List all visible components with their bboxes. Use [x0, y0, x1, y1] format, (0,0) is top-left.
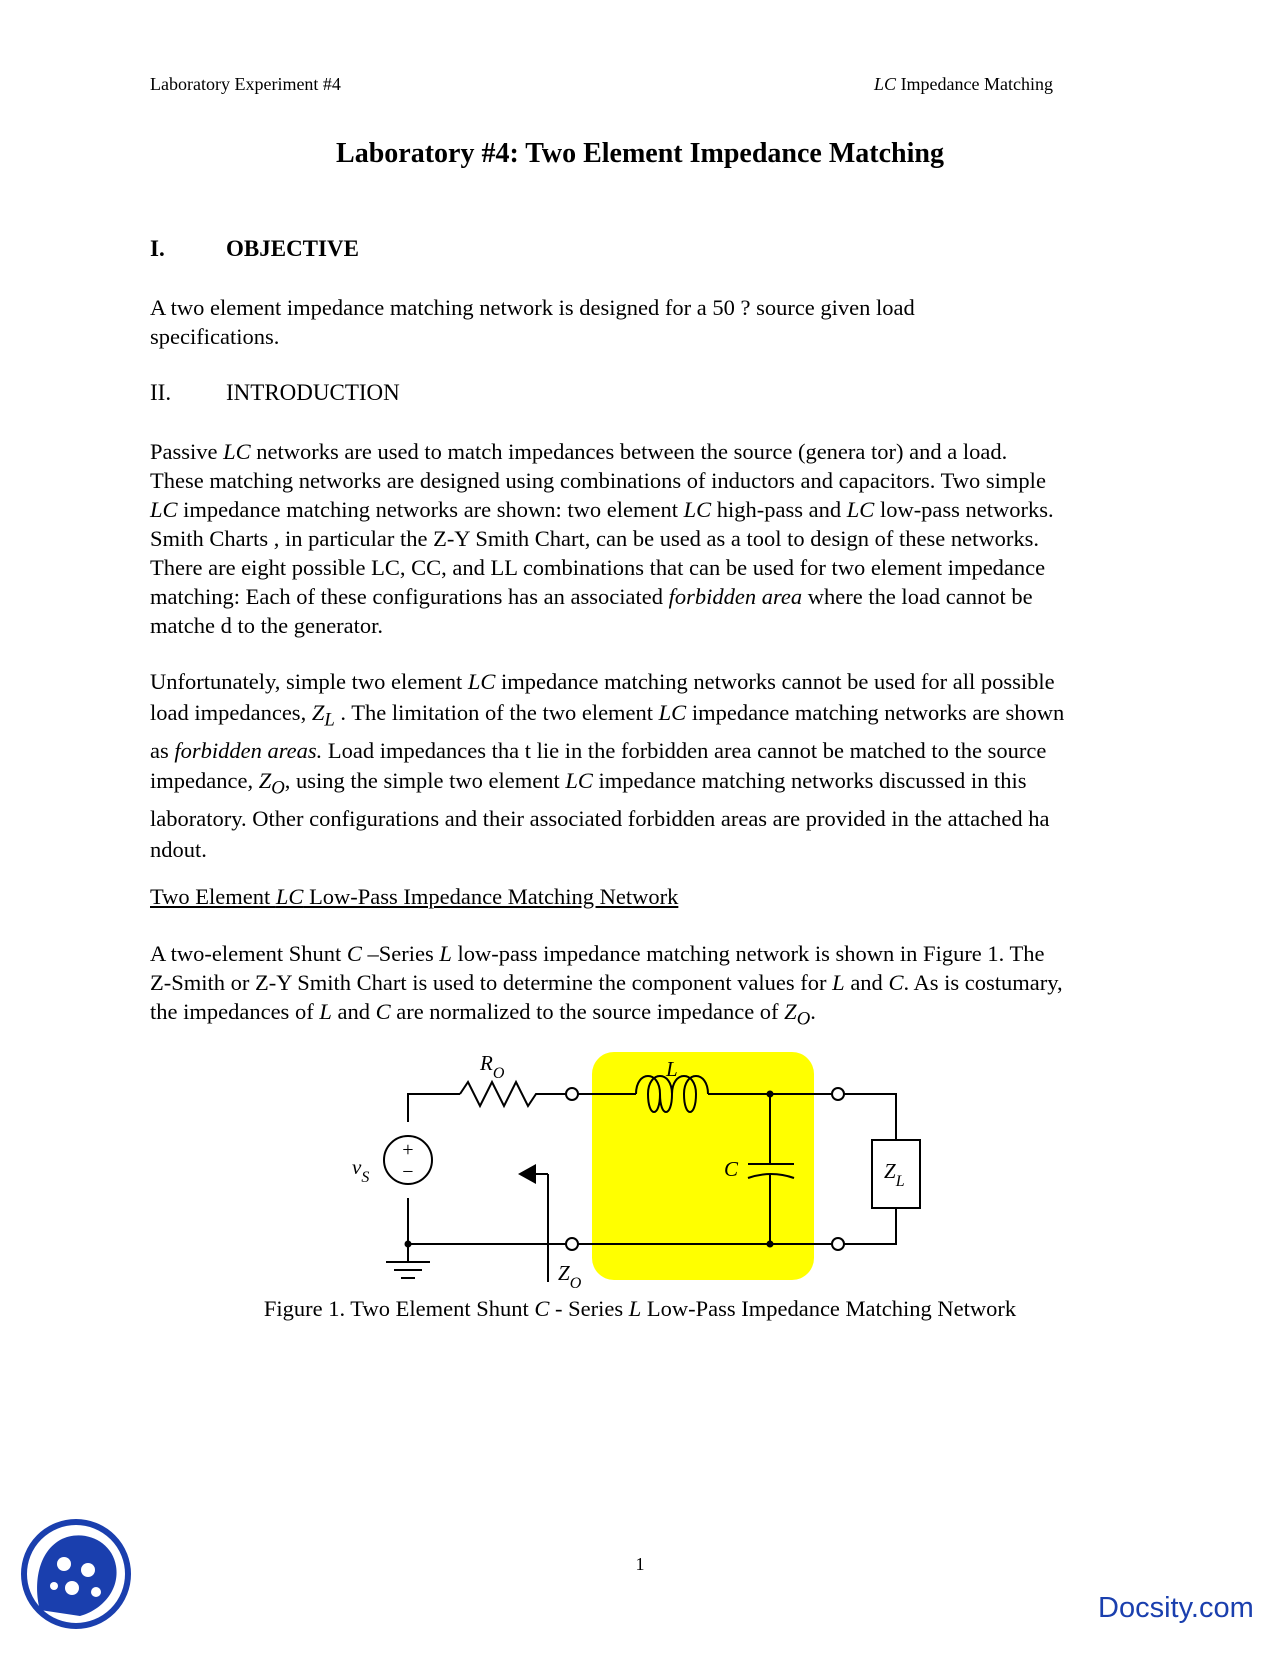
figure-caption: Figure 1. Two Element Shunt C - Series L Low-Pass Impedance Matching Network [263, 1296, 1017, 1321]
label-ro: $R_O$ [480, 1051, 505, 1082]
section-1-heading: OBJECTIVE [226, 236, 359, 261]
label-zl: $Z_L$ [884, 1159, 905, 1190]
zo-arrow-head [518, 1164, 536, 1184]
wire-to-load-top [844, 1094, 896, 1140]
subsection-heading: Two Element LC Low-Pass Impedance Matching Network [150, 884, 679, 909]
running-header-right: LC Impedance Matching [874, 74, 1053, 94]
objective-paragraph: A two element impedance matching network is designed for a 50 ? source given load specifications. [150, 295, 915, 349]
node-ground [405, 1241, 412, 1248]
running-header-left: Laboratory Experiment #4 [150, 74, 341, 94]
terminal-top-right [832, 1088, 844, 1100]
terminal-bottom-right [832, 1238, 844, 1250]
docsity-watermark-link[interactable]: Docsity.com [1098, 1592, 1254, 1624]
source-minus: − [401, 1161, 415, 1183]
label-l: L [666, 1057, 678, 1081]
ground-symbol [386, 1244, 430, 1278]
terminal-top-left [566, 1088, 578, 1100]
wire-top-left [408, 1094, 460, 1122]
page-title: Laboratory #4: Two Element Impedance Matching [336, 138, 944, 169]
label-c: C [724, 1157, 739, 1181]
wire-load-bottom [844, 1208, 896, 1244]
resistor-ro [460, 1082, 566, 1106]
intro-paragraph-1: Passive LC networks are used to match impedances between the source (genera tor) and a load. These matching networks are designed using combinations of inductors and capacitors. Two simple LC impedance matching networks are shown: two element LC high-pass and LC low-pass networks. Smith Charts , in particular the Z-Y Smith Chart, can be used as a tool to design of these networks. There are eight possible LC, CC, and LL combinations that can be used for two element impedance matching: Each of these configurations has an associated forbidden area where the load cannot be matche d to the generator. [150, 439, 1054, 638]
node-top [767, 1091, 774, 1098]
highlight-region [592, 1052, 814, 1280]
section-1-number: I. [150, 236, 165, 261]
label-zo: $Z_O$ [558, 1261, 582, 1292]
lowpass-paragraph: A two-element Shunt C –Series L low-pass impedance matching network is shown in Figure 1. The Z-Smith or Z-Y Smith Chart is used to determine the component values for L and C. As is costumary, the impedances of L and C are normalized to the source impedance of $Z_O$. [150, 941, 1063, 1030]
source-plus: + [401, 1139, 415, 1161]
label-vs: $v_S$ [352, 1155, 370, 1186]
terminal-bottom-left [566, 1238, 578, 1250]
docsity-logo-icon[interactable] [20, 1518, 132, 1630]
circuit-diagram [0, 1040, 1280, 1300]
wire-bottom-left [408, 1198, 566, 1244]
section-2-heading: INTRODUCTION [226, 380, 400, 405]
node-bottom [767, 1241, 774, 1248]
section-2-number: II. [150, 380, 172, 405]
page-number: 1 [635, 1554, 645, 1574]
intro-paragraph-2: Unfortunately, simple two element LC impedance matching networks cannot be used for all possible load impedances, $Z_L$ . The limitation of the two element LC impedance matching networks are shown as forbidden areas. Load impedances tha t lie in the forbidden area cannot be matched to the source impedance, $Z_O$, using the simple two element LC impedance matching networks discussed in this laboratory. Other configurations and their associated forbidden areas are provided in the attached ha ndout. [150, 669, 1065, 862]
